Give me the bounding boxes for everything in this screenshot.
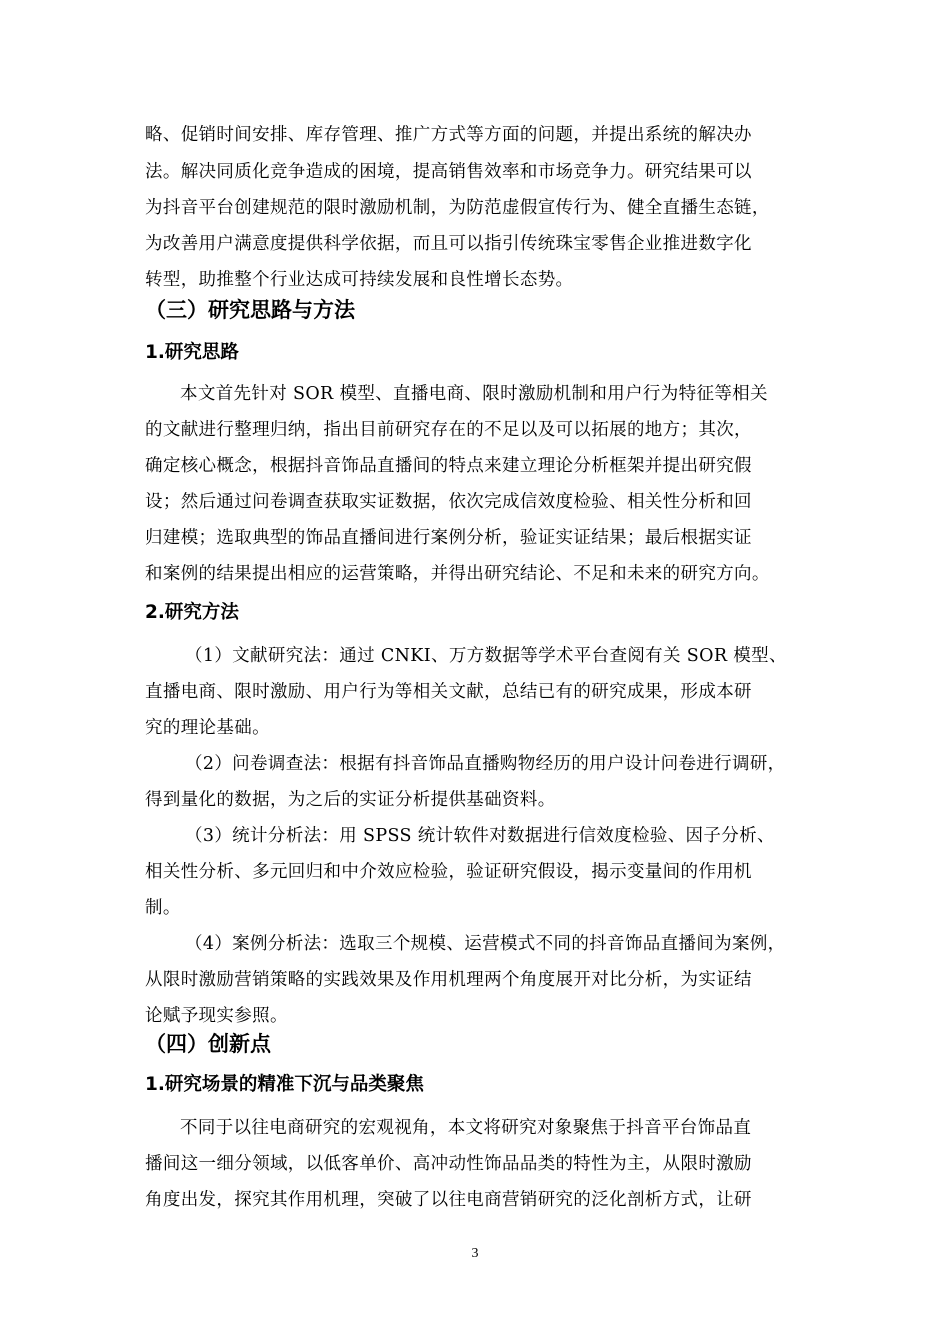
paragraph-line: 为抖音平台创建规范的限时激励机制，为防范虚假宣传行为、健全直播生态链， [145, 198, 770, 218]
paragraph-line: 直播电商、限时激励、用户行为等相关文献，总结已有的研究成果，形成本研 [145, 682, 752, 702]
paragraph-line: （3）统计分析法：用 SPSS 统计软件对数据进行信效度检验、因子分析、 [185, 826, 775, 846]
paragraph-line: 相关性分析、多元回归和中介效应检验，验证研究假设，揭示变量间的作用机 [145, 862, 752, 882]
paragraph-line: 的文献进行整理归纳，指出目前研究存在的不足以及可以拓展的地方；其次， [145, 420, 752, 440]
paragraph-line: 法。解决同质化竞争造成的困境，提高销售效率和市场竞争力。研究结果可以 [145, 162, 752, 182]
paragraph-line: 转型，助推整个行业达成可持续发展和良性增长态势。 [145, 270, 574, 290]
subsection-heading: 1.研究场景的精准下沉与品类聚焦 [145, 1074, 424, 1095]
section-heading: （四）创新点 [145, 1032, 271, 1056]
paragraph-line: 略、促销时间安排、库存管理、推广方式等方面的问题，并提出系统的解决办 [145, 125, 752, 145]
paragraph-line: （4）案例分析法：选取三个规模、运营模式不同的抖音饰品直播间为案例， [185, 934, 786, 954]
paragraph-line: 播间这一细分领域，以低客单价、高冲动性饰品品类的特性为主，从限时激励 [145, 1154, 752, 1174]
paragraph-line: 和案例的结果提出相应的运营策略，并得出研究结论、不足和未来的研究方向。 [145, 564, 770, 584]
subsection-heading: 1.研究思路 [145, 342, 239, 363]
section-heading: （三）研究思路与方法 [145, 298, 355, 322]
paragraph-line: （1）文献研究法：通过 CNKI、万方数据等学术平台查阅有关 SOR 模型、 [185, 646, 787, 666]
paragraph-line: 设；然后通过问卷调查获取实证数据，依次完成信效度检验、相关性分析和回 [145, 492, 752, 512]
paragraph-line: 得到量化的数据，为之后的实证分析提供基础资料。 [145, 790, 556, 810]
subsection-heading: 2.研究方法 [145, 602, 239, 623]
paragraph-line: 不同于以往电商研究的宏观视角，本文将研究对象聚焦于抖音平台饰品直 [180, 1118, 752, 1138]
paragraph-line: 究的理论基础。 [145, 718, 270, 738]
paragraph-line: 论赋予现实参照。 [145, 1006, 288, 1026]
paragraph-line: 本文首先针对 SOR 模型、直播电商、限时激励机制和用户行为特征等相关 [180, 384, 768, 404]
page-number: 3 [471, 1246, 479, 1261]
paragraph-line: 从限时激励营销策略的实践效果及作用机理两个角度展开对比分析，为实证结 [145, 970, 752, 990]
paragraph-line: 为改善用户满意度提供科学依据，而且可以指引传统珠宝零售企业推进数字化 [145, 234, 752, 254]
paragraph-line: 确定核心概念，根据抖音饰品直播间的特点来建立理论分析框架并提出研究假 [145, 456, 752, 476]
paragraph-line: （2）问卷调查法：根据有抖音饰品直播购物经历的用户设计问卷进行调研， [185, 754, 786, 774]
paragraph-line: 角度出发，探究其作用机理，突破了以往电商营销研究的泛化剖析方式，让研 [145, 1190, 752, 1210]
paragraph-line: 归建模；选取典型的饰品直播间进行案例分析，验证实证结果；最后根据实证 [145, 528, 752, 548]
paragraph-line: 制。 [145, 898, 181, 918]
